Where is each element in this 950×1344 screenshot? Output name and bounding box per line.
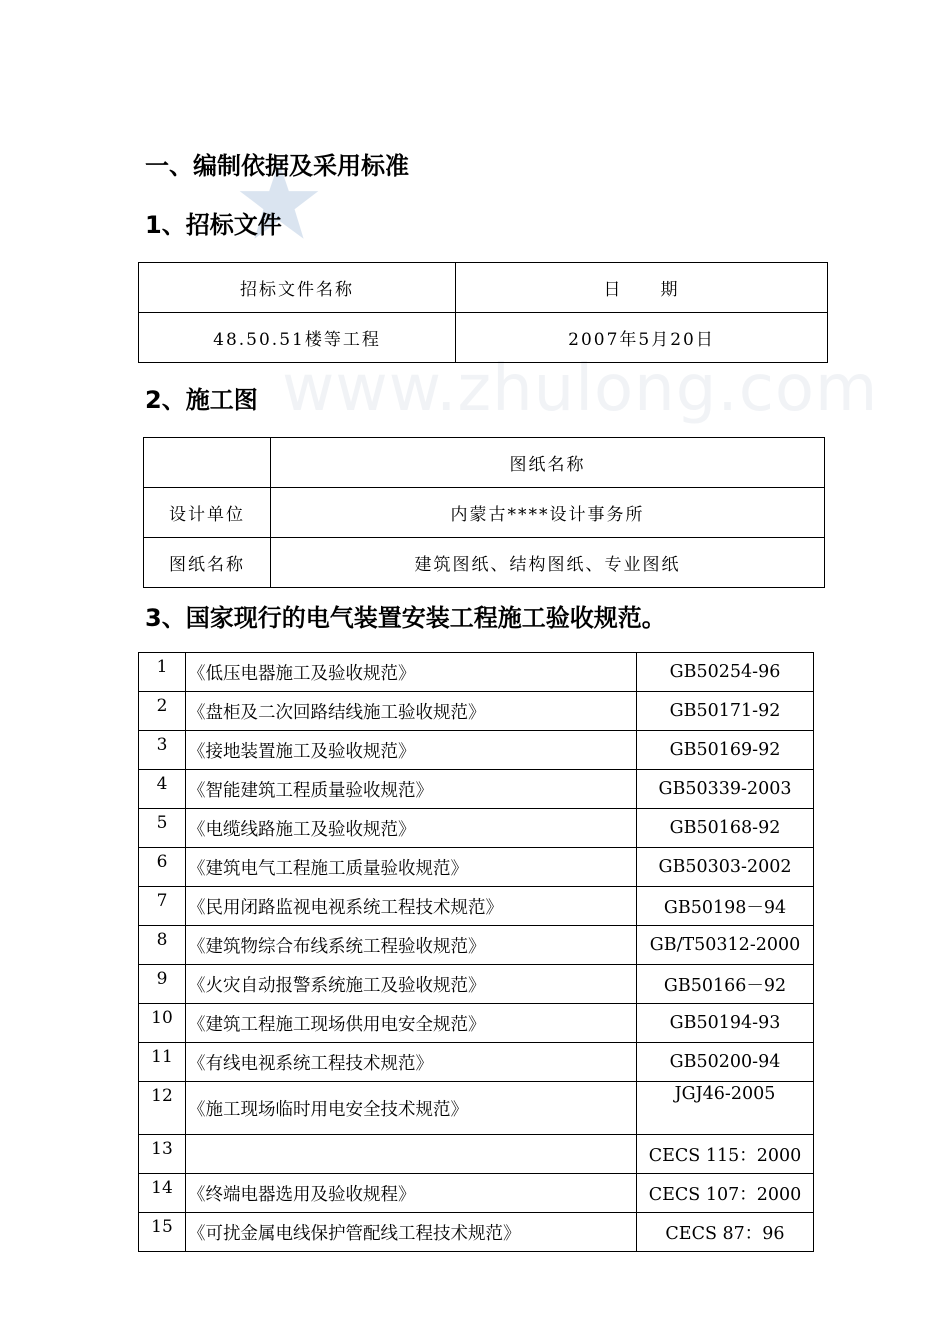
table-row [144, 488, 825, 538]
row-number: 15 [139, 1213, 186, 1252]
standard-code: GB50169-92 [637, 731, 814, 770]
standard-title: 《盘柜及二次回路结线施工验收规范》 [186, 692, 637, 731]
standard-code: JGJ46-2005 [637, 1082, 814, 1135]
drawings-table [143, 437, 825, 588]
table-row [139, 1043, 814, 1082]
standard-code: GB50171-92 [637, 692, 814, 731]
table-row [139, 1135, 814, 1174]
watermark-text: www.zhulong.com [282, 352, 879, 426]
section-1-title: 1、招标文件 [145, 211, 282, 239]
standard-title: 《民用闭路监视电视系统工程技术规范》 [186, 887, 637, 926]
page-title: 一、编制依据及采用标准 [145, 152, 409, 180]
table-row [139, 926, 814, 965]
table-row [139, 965, 814, 1004]
section-2-title: 2、施工图 [145, 386, 258, 414]
standard-code: GB50200-94 [637, 1043, 814, 1082]
row-number: 5 [139, 809, 186, 848]
standard-title: 《有线电视系统工程技术规范》 [186, 1043, 637, 1082]
row-number: 11 [139, 1043, 186, 1082]
table-row [139, 1004, 814, 1043]
standard-code: CECS 115：2000 [637, 1135, 814, 1174]
standard-code: GB/T50312-2000 [637, 926, 814, 965]
row-label: 图纸名称 [144, 538, 271, 588]
row-number: 1 [139, 653, 186, 692]
standard-code: GB50168-92 [637, 809, 814, 848]
standard-title: 《可扰金属电线保护管配线工程技术规范》 [186, 1213, 637, 1252]
table-row [139, 653, 814, 692]
standard-title: 《接地装置施工及验收规范》 [186, 731, 637, 770]
table-row [139, 313, 828, 363]
header-drawing-name: 图纸名称 [271, 438, 825, 488]
standard-code: GB50303-2002 [637, 848, 814, 887]
standard-code: CECS 107：2000 [637, 1174, 814, 1213]
table-row [139, 1174, 814, 1213]
row-number: 8 [139, 926, 186, 965]
header-date: 日 期 [456, 263, 828, 313]
standard-title: 《低压电器施工及验收规范》 [186, 653, 637, 692]
standard-title: 《建筑电气工程施工质量验收规范》 [186, 848, 637, 887]
row-value: 内蒙古****设计事务所 [271, 488, 825, 538]
standard-title: 《施工现场临时用电安全技术规范》 [186, 1082, 637, 1135]
standard-code: GB50194-93 [637, 1004, 814, 1043]
standard-code: GB50166－92 [637, 965, 814, 1004]
standards-table [138, 652, 814, 1252]
standard-title: 《建筑工程施工现场供用电安全规范》 [186, 1004, 637, 1043]
table-row [139, 692, 814, 731]
row-number: 2 [139, 692, 186, 731]
standard-code: GB50254-96 [637, 653, 814, 692]
row-number: 4 [139, 770, 186, 809]
row-number: 12 [139, 1082, 186, 1135]
standard-code: GB50198－94 [637, 887, 814, 926]
standard-title: 《电缆线路施工及验收规范》 [186, 809, 637, 848]
row-number: 14 [139, 1174, 186, 1213]
empty-cell [144, 438, 271, 488]
table-row [144, 538, 825, 588]
section-3-title: 3、国家现行的电气装置安装工程施工验收规范。 [145, 604, 666, 632]
row-label: 设计单位 [144, 488, 271, 538]
row-value: 建筑图纸、结构图纸、专业图纸 [271, 538, 825, 588]
row-number: 3 [139, 731, 186, 770]
row-number: 7 [139, 887, 186, 926]
table-row [139, 1082, 814, 1135]
standard-code: GB50339-2003 [637, 770, 814, 809]
table-row [139, 809, 814, 848]
row-number: 6 [139, 848, 186, 887]
standard-code: CECS 87：96 [637, 1213, 814, 1252]
table-row [139, 1213, 814, 1252]
standard-title: 《建筑物综合布线系统工程验收规范》 [186, 926, 637, 965]
standard-title: 《终端电器选用及验收规程》 [186, 1174, 637, 1213]
standard-title: 《火灾自动报警系统施工及验收规范》 [186, 965, 637, 1004]
row-number: 9 [139, 965, 186, 1004]
table-row [139, 263, 828, 313]
date-cell: 2007年5月20日 [456, 313, 828, 363]
doc-name-cell: 48.50.51楼等工程 [139, 313, 456, 363]
table-row [139, 848, 814, 887]
standard-title [186, 1135, 637, 1174]
table-row [144, 438, 825, 488]
row-number: 10 [139, 1004, 186, 1043]
table-row [139, 887, 814, 926]
tender-doc-table [138, 262, 828, 363]
table-row [139, 770, 814, 809]
header-doc-name: 招标文件名称 [139, 263, 456, 313]
row-number: 13 [139, 1135, 186, 1174]
standard-title: 《智能建筑工程质量验收规范》 [186, 770, 637, 809]
table-row [139, 731, 814, 770]
